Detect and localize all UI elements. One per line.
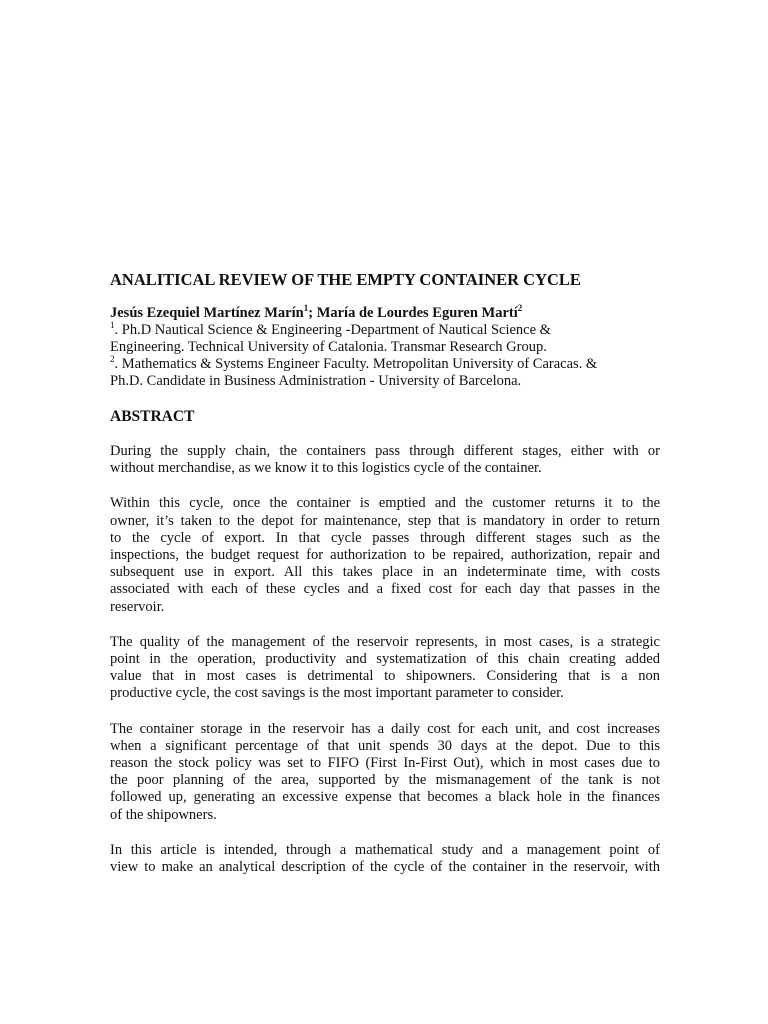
affiliation-1-line-2: Engineering. Technical University of Catalonia. Transmar Research Group. [110,339,547,355]
paragraph-line: During the supply chain, the containers pass through different stages, either with or [110,443,660,459]
paragraph-line: point in the operation, productivity and systematization of this chain creating added [110,651,660,668]
paper-title: ANALITICAL REVIEW OF THE EMPTY CONTAINER CYCLE [110,270,581,289]
paragraph-line: of the shipowners. [110,806,217,823]
paragraph-line: productive cycle, the cost savings is the most important parameter to consider. [110,685,564,702]
document-page [110,270,660,876]
paragraph-line: value that in most cases is detrimental to shipowners. Considering that is a non [110,668,660,685]
author-2-name: María de Lourdes Eguren Martí [316,305,518,321]
affiliation-1-mark: 1 [110,320,115,330]
paragraph-line: reservoir. [110,598,165,615]
abstract-heading: ABSTRACT [110,408,195,425]
affiliation-2-line-2: Ph.D. Candidate in Business Administration - University of Barcelona. [110,373,522,389]
author-2-mark: 2 [517,303,523,313]
abstract-paragraph-5 [110,842,660,876]
paragraph-line: the poor planning of the area, supported by the mismanagement of the tank is not [110,772,660,789]
affiliation-1-line-1: . Ph.D Nautical Science & Engineering -Department of Nautical Science & [114,322,551,338]
paragraph-line: inspections, the budget request for authorization to be repaired, authorization, repair and [110,547,660,564]
paragraph-line: The container storage in the reservoir has a daily cost for each unit, and cost increases [110,720,660,737]
abstract-paragraph-1 [110,443,660,477]
paragraph-line: owner, it’s taken to the depot for maintenance, step that is mandatory in order to return [110,512,660,529]
abstract-paragraph-2 [110,495,660,615]
paragraph-line: The quality of the management of the reservoir represents, in most cases, is a strategic [110,633,660,650]
paragraph-line: Within this cycle, once the container is emptied and the customer returns it to the [110,495,660,512]
paragraph-line: associated with each of these cycles and a fixed cost for each day that passes in the [110,581,660,598]
author-1-name: Jesús Ezequiel Martínez Marín [110,305,304,321]
author-1-mark: 1 [303,303,309,313]
affiliation-1 [110,322,660,356]
paragraph-line: reason the stock policy was set to FIFO (First In-First Out), which in most cases due to [110,755,660,772]
paragraph-line: to the cycle of export. In that cycle passes through different stages such as the [110,529,660,546]
affiliation-2-line-1: . Mathematics & Systems Engineer Faculty. Metropolitan University of Caracas. & [114,356,598,372]
abstract-paragraph-3 [110,634,660,703]
paragraph-line: followed up, generating an excessive expense that becomes a black hole in the finances [110,789,660,806]
paragraph-line: when a significant percentage of that unit spends 30 days at the depot. Due to this [110,737,660,754]
affiliation-2-mark: 2 [110,354,115,364]
author-list [110,304,660,322]
abstract-paragraph-4 [110,721,660,824]
paragraph-line: subsequent use in export. All this takes place in an indeterminate time, with costs [110,564,660,581]
affiliation-2 [110,356,660,390]
paragraph-line: without merchandise, as we know it to this logistics cycle of the container. [110,460,542,477]
author-separator: ; [308,305,317,321]
paragraph-line: view to make an analytical description of the cycle of the container in the reservoir, with [110,859,660,876]
paragraph-line: In this article is intended, through a mathematical study and a management point of [110,841,660,858]
affiliations [110,322,660,390]
